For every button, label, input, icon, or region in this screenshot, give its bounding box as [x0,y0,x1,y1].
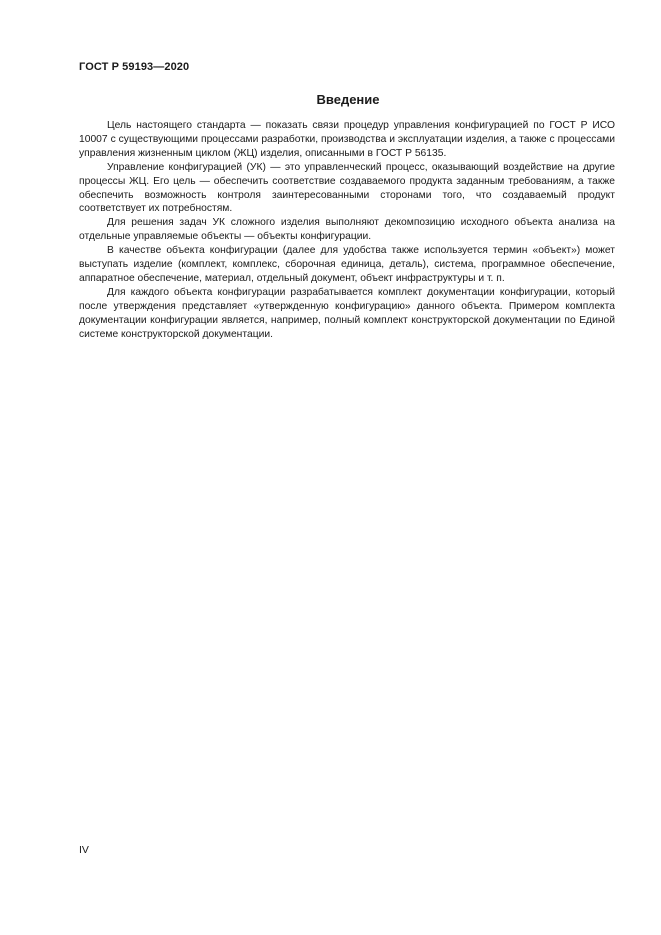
introduction-body [79,119,615,342]
standard-designation: ГОСТ Р 59193—2020 [79,61,190,73]
page-number: IV [79,844,89,856]
paragraph: Для решения задач УК сложного изделия выполняют декомпозицию исходного объекта анализа на отдельные управляемые объекты — объекты конфигурации. [79,217,615,243]
paragraph: Для каждого объекта конфигурации разрабатывается комплект документации конфигурации, который после утверждения представляет «утвержденную конфигурацию» данного объекта. Примером комплекта документации конфигурации является, например, полный комплект конструкторской документации по Единой системе конструкторской документации. [79,286,615,340]
paragraph: В качестве объекта конфигурации (далее для удобства также используется термин «объект») может выступать изделие (комплект, комплекс, сборочная единица, деталь), система, программное обеспечение, аппаратное обеспечение, материал, отдельный документ, объект инфраструктуры и т. п. [79,245,615,284]
section-title: Введение [316,92,380,107]
paragraph: Управление конфигурацией (УК) — это управленческий процесс, оказывающий воздействие на другие процессы ЖЦ. Его цель — обеспечить соответствие создаваемого продукта заданным требованиям, а также обеспечить возможность контроля заинтересованными сторонами того, что создаваемый продукт соответствует их потребностям. [79,161,615,215]
paragraph: Цель настоящего стандарта — показать связи процедур управления конфигурацией по ГОСТ Р ИСО 10007 с существующими процессами разработки, производства и эксплуатации изделия, а также с процессами управления жизненным циклом (ЖЦ) изделия, описанными в ГОСТ Р 56135. [79,120,615,159]
